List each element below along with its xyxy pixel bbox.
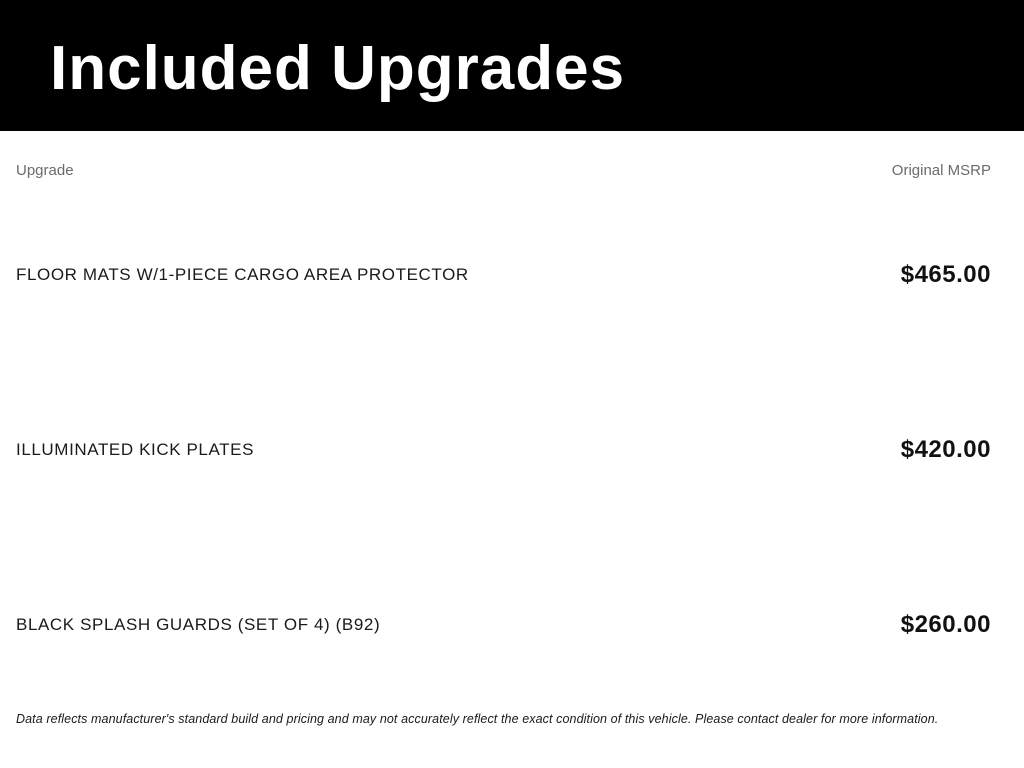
upgrade-name: ILLUMINATED KICK PLATES: [16, 439, 255, 459]
upgrade-name: BLACK SPLASH GUARDS (SET OF 4) (B92): [16, 614, 381, 634]
disclaimer-text: Data reflects manufacturer's standard build and pricing and may not accurately reflect the exact condition of this vehicle. Please contact dealer for more information.: [16, 712, 939, 726]
upgrade-price: $465.00: [900, 260, 991, 288]
table-row: [16, 537, 991, 712]
column-header-upgrade: Upgrade: [16, 162, 74, 179]
table-rows: [16, 187, 991, 712]
table-row: [16, 362, 991, 537]
column-header-original-msrp: Original MSRP: [891, 162, 991, 179]
table-row: [16, 187, 991, 362]
upgrade-name: FLOOR MATS W/1-PIECE CARGO AREA PROTECTOR: [16, 264, 469, 284]
table-column-headers: [16, 162, 991, 179]
upgrade-price: $420.00: [900, 435, 991, 463]
upgrade-price: $260.00: [900, 610, 991, 638]
page-title: Included Upgrades: [50, 33, 626, 103]
upgrades-table: [0, 131, 1024, 768]
page-header: [0, 0, 1024, 131]
